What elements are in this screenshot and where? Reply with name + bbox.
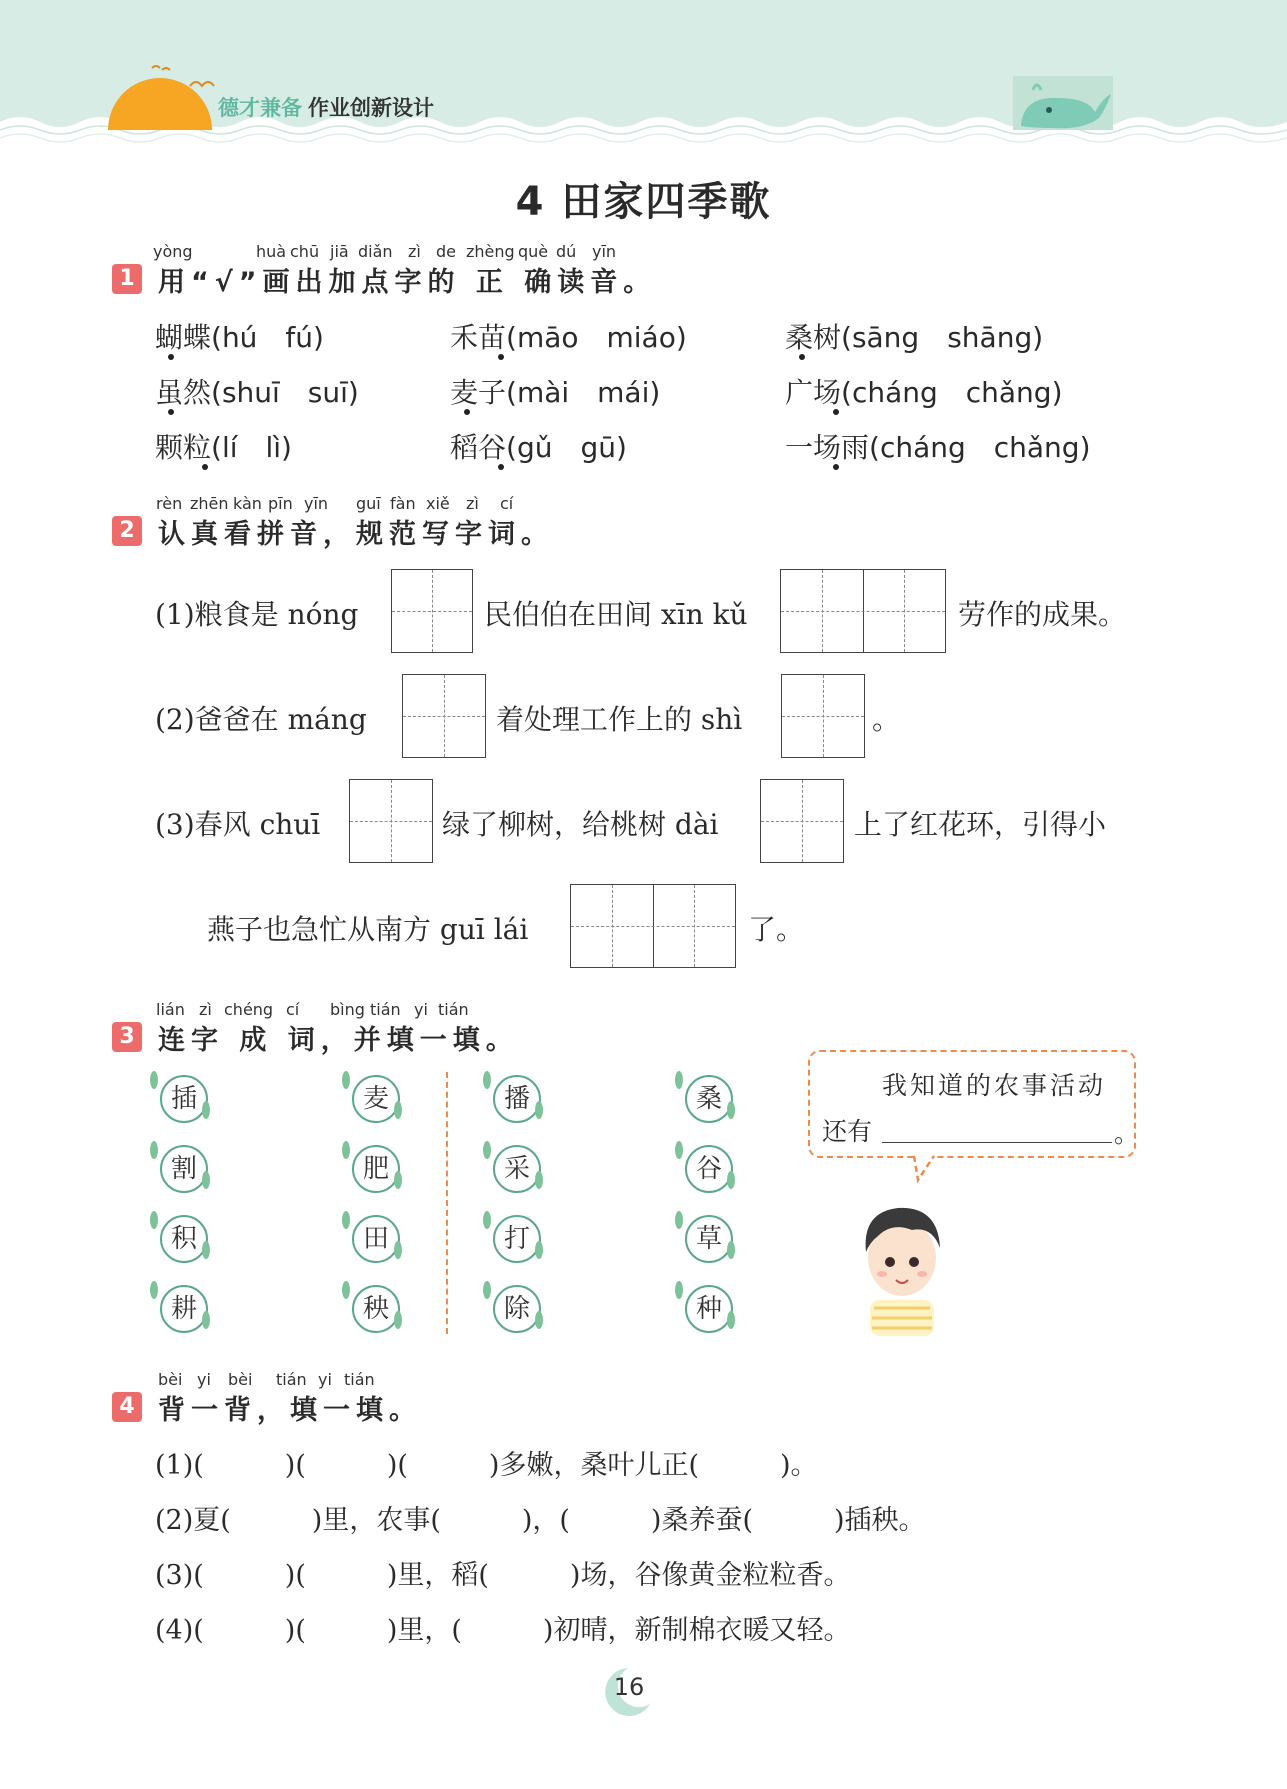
pinyin: chū — [290, 242, 320, 261]
pinyin: tián — [438, 1000, 469, 1019]
q1-item: 蝴蝶(hú fú) — [155, 321, 324, 354]
pinyin: yòng — [153, 242, 193, 261]
char-circle[interactable]: 插 — [160, 1075, 208, 1123]
pinyin: guī — [356, 494, 381, 513]
bubble-tail — [910, 1154, 940, 1184]
q3-instruction: 连字 成 词，并填一填。 — [158, 1025, 519, 1056]
pinyin: diǎn — [358, 242, 393, 261]
q2-sentence-3b: 绿了柳树，给桃树 dài — [442, 808, 719, 841]
char-circle[interactable]: 桑 — [685, 1075, 733, 1123]
pinyin: pīn — [268, 494, 293, 513]
pinyin: rèn — [156, 494, 183, 513]
q2-sentence-2c: 。 — [872, 703, 901, 736]
pinyin: xiě — [426, 494, 450, 513]
leaf-decorations — [150, 1070, 160, 1080]
char-circle[interactable]: 打 — [493, 1215, 541, 1263]
brand-title — [218, 92, 434, 122]
pinyin: cí — [286, 1000, 300, 1019]
q1-item: 颗粒(lí lì) — [155, 431, 292, 464]
q2-pinyin — [0, 494, 1287, 514]
emphasis-dot — [202, 464, 208, 470]
page-number: 16 — [613, 1673, 645, 1701]
q1-instruction: 用“√”画出加点字的 正 确读音。 — [158, 267, 657, 298]
q4-line: (1)( )( )( )多嫩，桑叶儿正( )。 — [155, 1450, 818, 1481]
char-circle[interactable]: 割 — [160, 1145, 208, 1193]
q4-number: 4 — [112, 1392, 142, 1422]
pinyin: tián — [370, 1000, 401, 1019]
char-circle[interactable]: 草 — [685, 1215, 733, 1263]
writing-grid-box[interactable] — [760, 779, 844, 863]
writing-grid-box[interactable] — [570, 884, 736, 968]
bubble-line-1: 我知道的农事活动 — [882, 1071, 1107, 1100]
q1-item: 稻谷(gǔ gū) — [450, 431, 627, 464]
writing-grid-box[interactable] — [391, 569, 473, 653]
q2-sentence-1a: (1)粮食是 nóng — [155, 598, 359, 631]
char-circle[interactable]: 麦 — [352, 1075, 400, 1123]
column-divider — [446, 1072, 448, 1334]
pinyin: de — [436, 242, 456, 261]
pinyin: yīn — [304, 494, 329, 513]
q4-line: (3)( )( )里，稻( )场，谷像黄金粒粒香。 — [155, 1560, 851, 1591]
pinyin: bèi — [228, 1370, 253, 1389]
emphasis-dot — [464, 409, 470, 415]
q2-instruction: 认真看拼音，规范写字词。 — [158, 519, 554, 550]
lesson-number: 4 — [515, 179, 546, 225]
emphasis-dot — [498, 464, 504, 470]
char-circle[interactable]: 耕 — [160, 1285, 208, 1333]
q2-sentence-4a: 燕子也急忙从南方 guī lái — [207, 913, 529, 946]
char-circle[interactable]: 秧 — [352, 1285, 400, 1333]
whale-icon — [1013, 76, 1113, 130]
pinyin: bìng — [330, 1000, 365, 1019]
writing-grid-box[interactable] — [781, 674, 865, 758]
char-circle[interactable]: 采 — [493, 1145, 541, 1193]
pinyin: bèi — [158, 1370, 183, 1389]
q2-sentence-4b: 了。 — [748, 913, 805, 946]
q2-sentence-1c: 劳作的成果。 — [958, 598, 1127, 631]
lesson-title — [0, 170, 1287, 227]
pinyin: zì — [466, 494, 479, 513]
char-circle[interactable]: 田 — [352, 1215, 400, 1263]
q2-number: 2 — [112, 516, 142, 546]
pinyin: kàn — [233, 494, 262, 513]
pinyin: yi — [414, 1000, 428, 1019]
lesson-name: 田家四季歌 — [561, 179, 772, 225]
emphasis-dot — [168, 354, 174, 360]
pinyin: yi — [318, 1370, 332, 1389]
bubble-answer-blank[interactable] — [882, 1142, 1112, 1143]
q4-line: (4)( )( )里，( )初晴，新制棉衣暖又轻。 — [155, 1615, 851, 1646]
pinyin: huà — [256, 242, 287, 261]
q1-item: 广场(cháng chǎng) — [785, 376, 1063, 409]
writing-grid-box[interactable] — [402, 674, 486, 758]
pinyin: chéng — [224, 1000, 274, 1019]
bubble-end: 。 — [1114, 1119, 1140, 1148]
pinyin: jiā — [330, 242, 349, 261]
q4-line: (2)夏( )里，农事( )，( )桑养蚕( )插秧。 — [155, 1505, 926, 1536]
emphasis-dot — [168, 409, 174, 415]
q2-sentence-3c: 上了红花环，引得小 — [854, 808, 1107, 841]
q1-item: 禾苗(māo miáo) — [450, 321, 687, 354]
char-circle[interactable]: 播 — [493, 1075, 541, 1123]
brand-dark: 作业创新设计 — [308, 96, 434, 120]
speech-bubble — [808, 1050, 1140, 1158]
brand-green: 德才兼备 — [218, 96, 302, 120]
writing-grid-box[interactable] — [780, 569, 946, 653]
pinyin: yi — [197, 1370, 211, 1389]
pinyin: fàn — [390, 494, 416, 513]
pinyin: lián — [156, 1000, 185, 1019]
pinyin: zì — [408, 242, 421, 261]
bird-icon — [188, 76, 218, 96]
char-circle[interactable]: 除 — [493, 1285, 541, 1333]
q3-pinyin — [0, 1000, 1287, 1020]
pinyin: yīn — [592, 242, 617, 261]
char-circle[interactable]: 谷 — [685, 1145, 733, 1193]
pinyin: zì — [199, 1000, 212, 1019]
bubble-line-2: 还有 — [822, 1117, 873, 1146]
emphasis-dot — [833, 409, 839, 415]
q1-pinyin — [0, 242, 1287, 262]
pinyin: tián — [344, 1370, 375, 1389]
q2-sentence-2a: (2)爸爸在 máng — [155, 703, 367, 736]
pinyin: zhēn — [190, 494, 229, 513]
writing-grid-box[interactable] — [349, 779, 433, 863]
q1-item: 虽然(shuī suī) — [155, 376, 359, 409]
q4-instruction: 背一背，填一填。 — [158, 1395, 422, 1426]
q1-item: 麦子(mài mái) — [450, 376, 661, 409]
q2-sentence-2b: 着处理工作上的 shì — [496, 703, 743, 736]
pinyin: què — [518, 242, 549, 261]
char-circle[interactable]: 种 — [685, 1285, 733, 1333]
q4-pinyin — [0, 1370, 1287, 1390]
pinyin: tián — [276, 1370, 307, 1389]
q2-sentence-1b: 民伯伯在田间 xīn kǔ — [484, 598, 748, 631]
q3-number: 3 — [112, 1022, 142, 1052]
q1-number: 1 — [112, 264, 142, 294]
q1-item: 桑树(sāng shāng) — [785, 321, 1044, 354]
emphasis-dot — [833, 464, 839, 470]
emphasis-dot — [799, 354, 805, 360]
char-circle[interactable]: 肥 — [352, 1145, 400, 1193]
q1-item: 一场雨(cháng chǎng) — [785, 431, 1091, 464]
q2-sentence-3a: (3)春风 chuī — [155, 808, 321, 841]
emphasis-dot — [498, 354, 504, 360]
pinyin: dú — [556, 242, 577, 261]
pinyin: zhèng — [466, 242, 515, 261]
boy-illustration — [852, 1196, 952, 1336]
pinyin: cí — [500, 494, 514, 513]
char-circle[interactable]: 积 — [160, 1215, 208, 1263]
